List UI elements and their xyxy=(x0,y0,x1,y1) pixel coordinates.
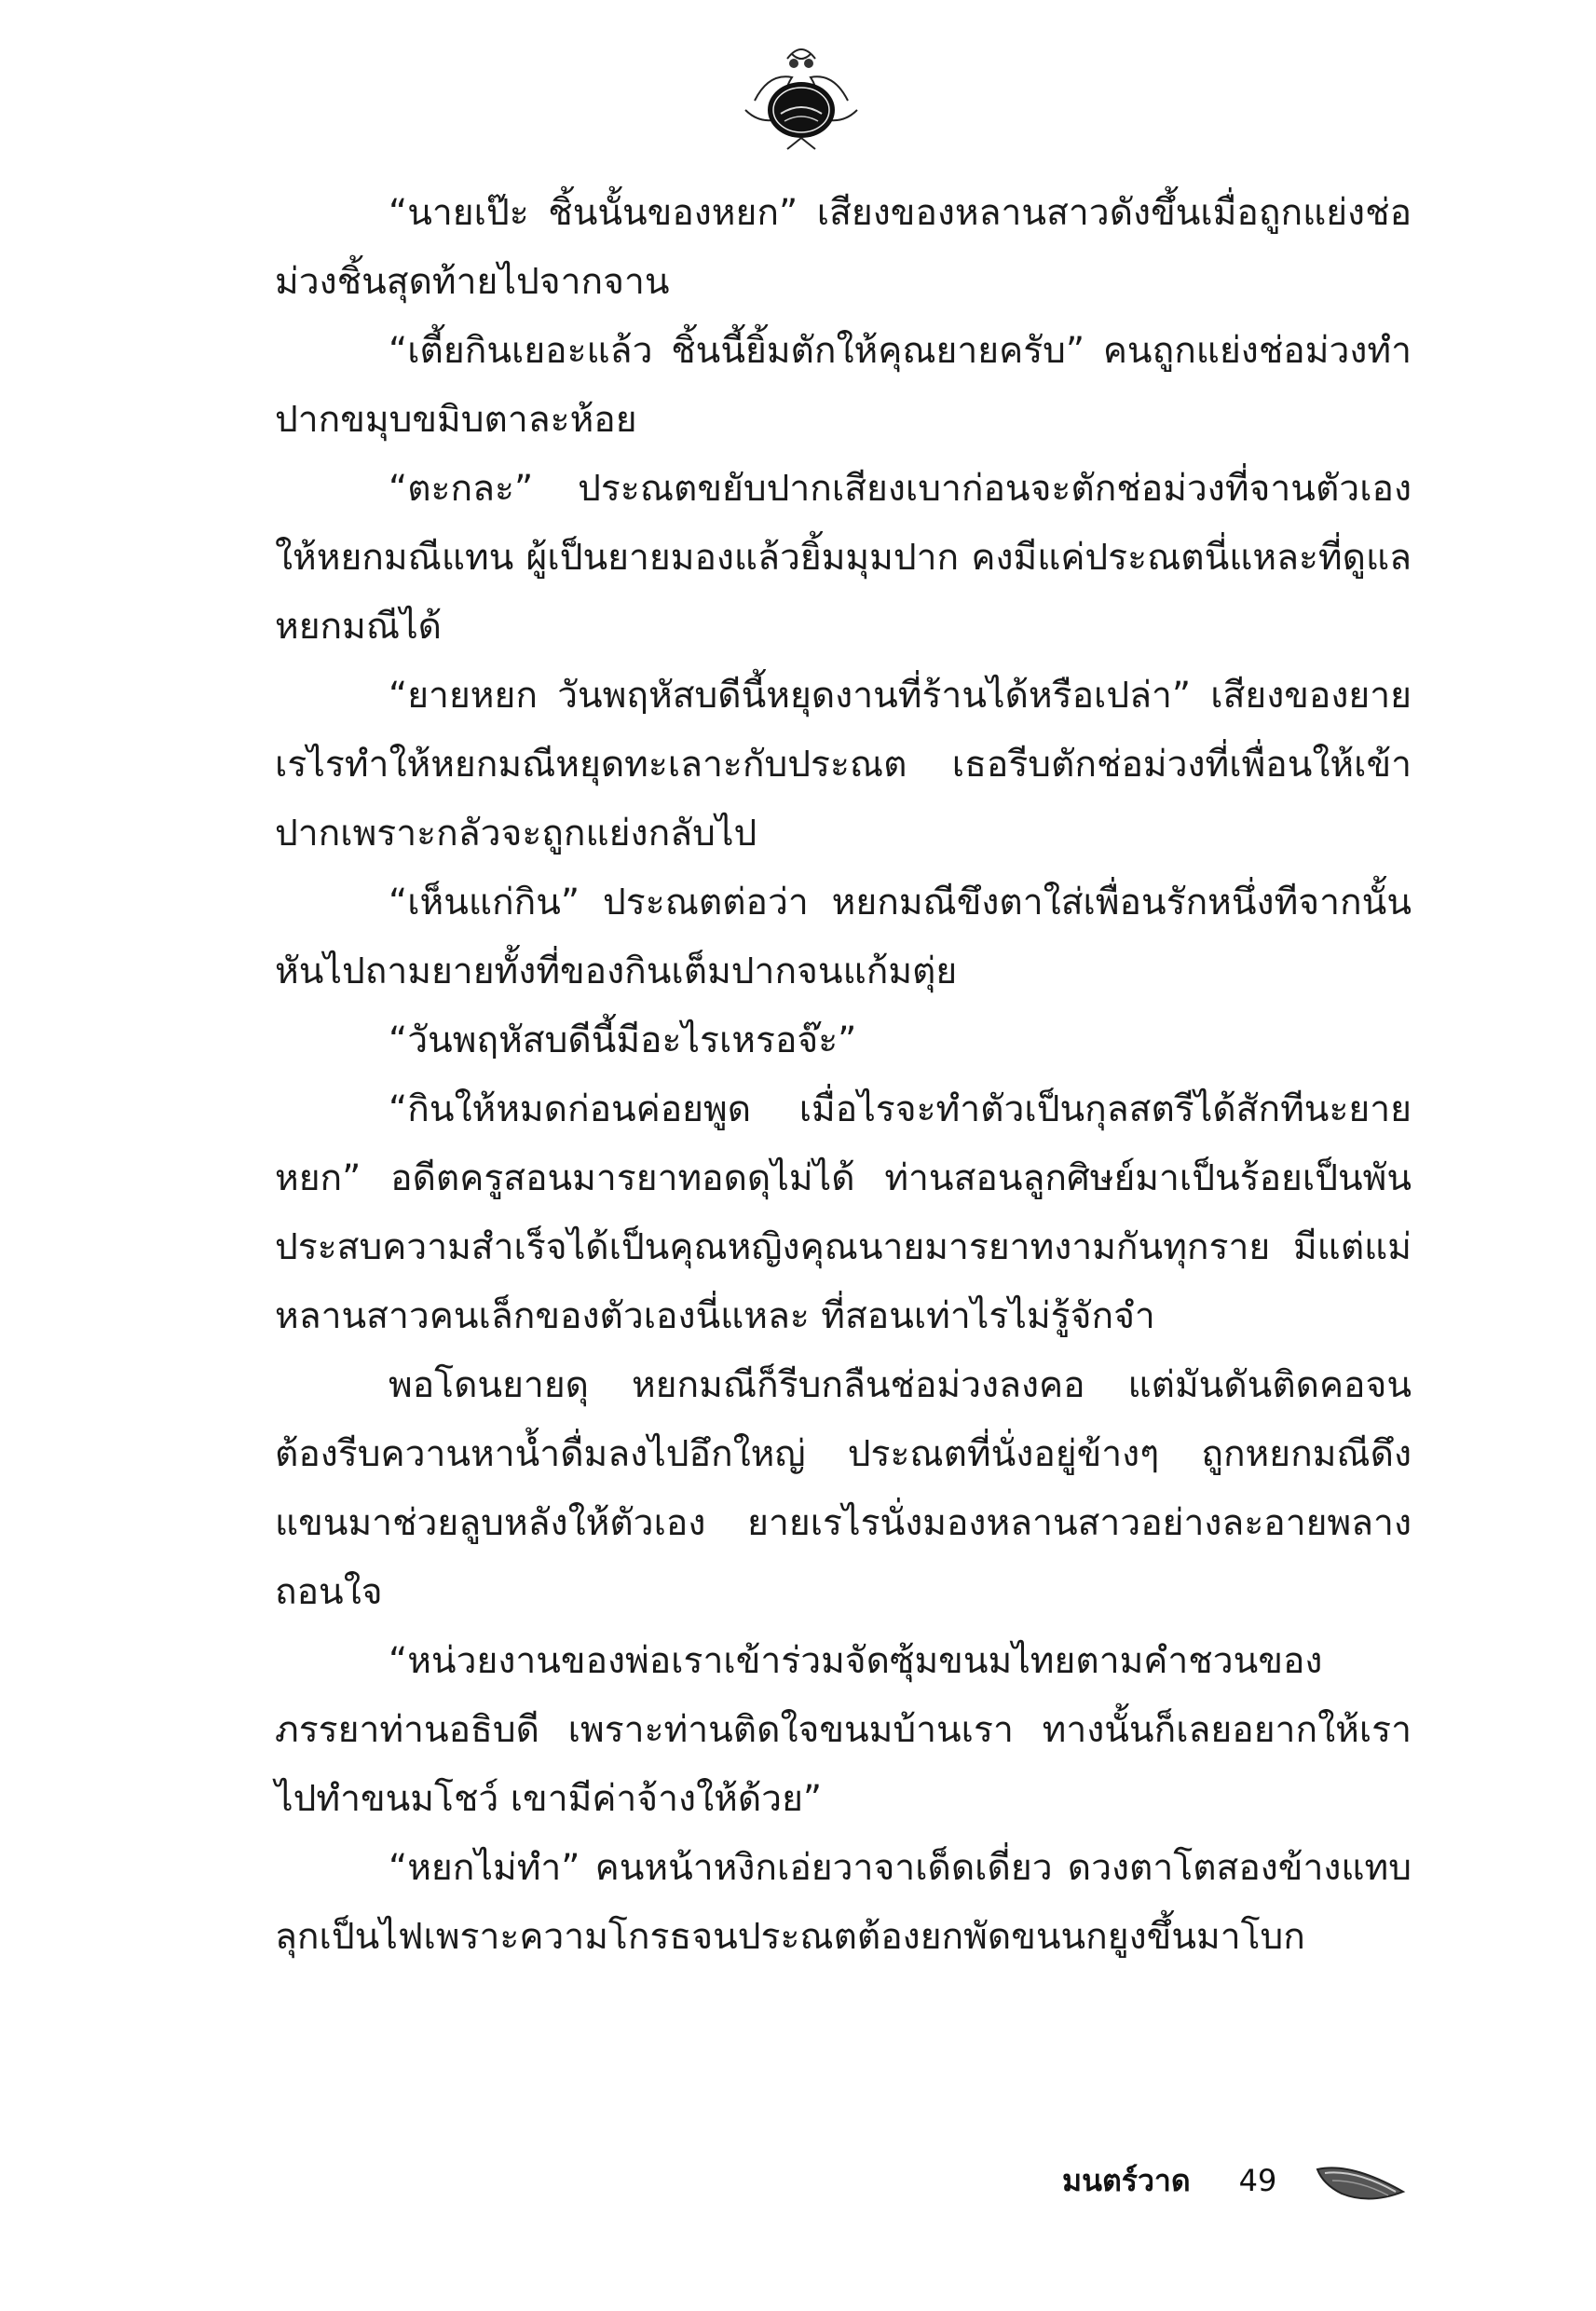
paragraph: “เห็นแก่กิน” ประณตต่อว่า หยกมณีขึงตาใส่เพื่อนรักหนึ่งทีจากนั้นหันไปถามยายทั้งที่ของกินเต็มปากจนแก้มตุ่ย xyxy=(275,882,1412,992)
paragraph: พอโดนยายดุ หยกมณีก็รีบกลืนช่อม่วงลงคอ แต่มันดันติดคอจนต้องรีบควานหาน้ำดื่มลงไปอึกใหญ่ ประณตที่นั่งอยู่ข้างๆ ถูกหยกมณีดึงแขนมาช่วยลูบหลังให้ตัวเอง ยายเรไรนั่งมองหลานสาวอย่างละอายพลางถอนใจ xyxy=(275,1364,1412,1613)
boat-icon xyxy=(1314,2153,1407,2208)
page-number: 49 xyxy=(1238,2163,1277,2198)
paragraph: “ตะกละ” ประณตขยับปากเสียงเบาก่อนจะตักช่อม่วงที่จานตัวเองให้หยกมณีแทน ผู้เป็นยายมองแล้วยิ้มมุมปาก คงมีแค่ประณตนี่แหละที่ดูแลหยกมณีได้ xyxy=(275,468,1412,648)
running-footer xyxy=(1062,2148,1407,2213)
paragraph: “หน่วยงานของพ่อเราเข้าร่วมจัดซุ้มขนมไทยตามคำชวนของภรรยาท่านอธิบดี เพราะท่านติดใจขนมบ้านเรา ทางนั้นก็เลยอยากให้เราไปทำขนมโชว์ เขามีค่าจ้างให้ด้วย” xyxy=(275,1640,1412,1820)
paragraph: “นายเป๊ะ ชิ้นนั้นของหยก” เสียงของหลานสาวดังขึ้นเมื่อถูกแย่งช่อม่วงชิ้นสุดท้ายไปจากจาน xyxy=(275,192,1412,303)
paragraph: “หยกไม่ทำ” คนหน้าหงิกเอ่ยวาจาเด็ดเดี่ยว ดวงตาโตสองข้างแทบลุกเป็นไฟเพราะความโกรธจนประณตต้องยกพัดขนนกยูงขึ้นมาโบก xyxy=(275,1847,1412,1958)
paragraph: “ยายหยก วันพฤหัสบดีนี้หยุดงานที่ร้านได้หรือเปล่า” เสียงของยายเรไรทำให้หยกมณีหยุดทะเลาะกับประณต เธอรีบตักช่อม่วงที่เพื่อนให้เข้าปากเพราะกลัวจะถูกแย่งกลับไป xyxy=(275,675,1412,855)
paragraph: “วันพฤหัสบดีนี้มีอะไรเหรอจ๊ะ” xyxy=(389,1019,857,1061)
paragraph: “กินให้หมดก่อนค่อยพูด เมื่อไรจะทำตัวเป็นกุลสตรีได้สักทีนะยายหยก” อดีตครูสอนมารยาทอดดุไม่ได้ ท่านสอนลูกศิษย์มาเป็นร้อยเป็นพัน ประสบความสำเร็จได้เป็นคุณหญิงคุณนายมารยาทงามกันทุกราย มีแต่แม่หลานสาวคนเล็กของตัวเองนี่แหละ ที่สอนเท่าไรไม่รู้จักจำ xyxy=(275,1088,1412,1337)
book-title: มนตร์วาด xyxy=(1062,2162,1191,2198)
ornamental-crest-icon xyxy=(736,35,866,152)
body-text xyxy=(275,179,1412,1972)
paragraph: “เตี้ยกินเยอะแล้ว ชิ้นนี้ยิ้มตักให้คุณยายครับ” คนถูกแย่งช่อม่วงทำปากขมุบขมิบตาละห้อย xyxy=(275,330,1412,441)
